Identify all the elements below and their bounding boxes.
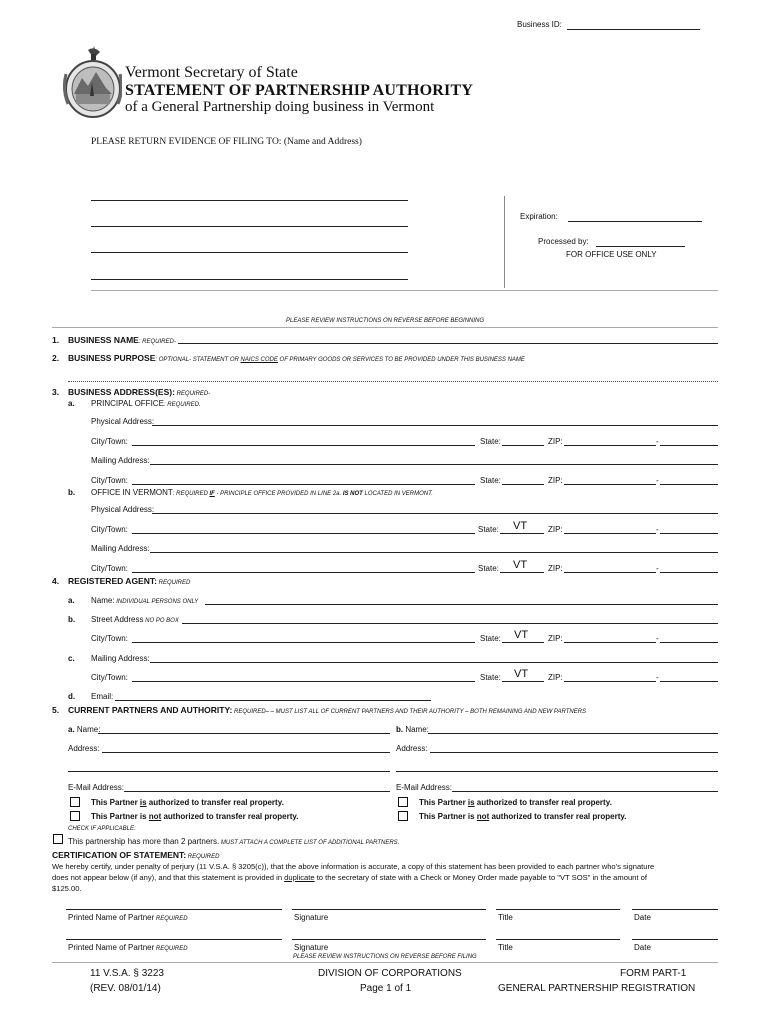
s4-num: 4.	[52, 576, 60, 586]
partner-a-not-authorized-label: This Partner is not authorized to transfer real property.	[91, 812, 299, 821]
footer-division: DIVISION OF CORPORATIONS	[318, 968, 462, 979]
partner-a-name-label: a. Name:	[68, 725, 101, 734]
return-line-1[interactable]	[91, 200, 408, 201]
s3b-mzip-label: ZIP:	[548, 564, 563, 573]
business-id-field[interactable]	[567, 29, 700, 30]
printed-name-1-label: Printed Name of Partner REQUIRED	[68, 913, 188, 922]
footer-statute: 11 V.S.A. § 3223	[90, 968, 164, 979]
signature-1-field[interactable]	[292, 909, 486, 910]
vermont-seal	[62, 44, 122, 120]
s2-num: 2.	[52, 353, 60, 363]
partner-a-address-field[interactable]	[102, 752, 390, 753]
agent-mailing-field[interactable]	[150, 662, 718, 663]
s3b-city-label: City/Town:	[91, 525, 128, 534]
s3b-state-field[interactable]	[500, 533, 544, 534]
partner-a-address-label: Address:	[68, 744, 100, 753]
partner-b-email-field[interactable]	[452, 791, 718, 792]
printed-name-1-field[interactable]	[66, 909, 282, 910]
partner-b-not-authorized-checkbox[interactable]	[398, 811, 408, 821]
s3b-zip-label: ZIP:	[548, 525, 563, 534]
s3b-state-label: State:	[478, 525, 499, 534]
return-line-4[interactable]	[91, 279, 408, 280]
s4b-zip-field[interactable]	[564, 642, 656, 643]
s4b-zip4-field[interactable]	[660, 642, 718, 643]
partner-b-name-field[interactable]	[428, 733, 718, 734]
s3a-state-label: State:	[480, 437, 501, 446]
business-id-label: Business ID:	[517, 20, 562, 29]
return-label: PLEASE RETURN EVIDENCE OF FILING TO: (Name and Address)	[91, 137, 362, 147]
s3a-mzip-field[interactable]	[564, 484, 656, 485]
s4b-city-field[interactable]	[132, 642, 475, 643]
s3b-mailing-field[interactable]	[150, 552, 718, 553]
divider-top	[52, 327, 718, 328]
s3b-mstate-field[interactable]	[500, 572, 544, 573]
more-partners-checkbox[interactable]	[53, 834, 63, 844]
s3-num: 3.	[52, 387, 60, 397]
office-use-label: FOR OFFICE USE ONLY	[566, 250, 657, 259]
title-1-label: Title	[498, 913, 513, 922]
signature-2-label: Signature	[294, 943, 329, 952]
return-line-3[interactable]	[91, 252, 408, 253]
footer-form-name: GENERAL PARTNERSHIP REGISTRATION	[498, 983, 696, 994]
partner-a-address-line2[interactable]	[68, 771, 390, 772]
printed-name-2-field[interactable]	[66, 939, 282, 940]
partner-b-email-label: E-Mail Address:	[396, 783, 453, 792]
printed-name-2-label: Printed Name of Partner REQUIRED	[68, 943, 188, 952]
s4b-state-vt: VT	[514, 629, 529, 641]
naics-link[interactable]: NAICS CODE	[240, 357, 278, 363]
s3a-mailing-field[interactable]	[150, 464, 718, 465]
return-line-2[interactable]	[91, 226, 408, 227]
s4a-letter: a.	[68, 596, 75, 605]
s3-label: BUSINESS ADDRESS(ES): REQUIRED-	[68, 387, 211, 397]
expiration-field[interactable]	[568, 221, 702, 222]
s4a-label: Name: INDIVIDUAL PERSONS ONLY	[91, 596, 199, 605]
s4c-city-label: City/Town:	[91, 673, 128, 682]
partner-a-authorized-checkbox[interactable]	[70, 797, 80, 807]
footer-page: Page 1 of 1	[360, 983, 412, 994]
s3a-mzip-label: ZIP:	[548, 476, 563, 485]
s3a-physical-field[interactable]	[152, 425, 718, 426]
business-purpose-field[interactable]	[68, 381, 718, 382]
s3b-zip4-field[interactable]	[660, 533, 718, 534]
s3b-mcity-field[interactable]	[132, 572, 475, 573]
office-box-bottom	[91, 290, 718, 291]
processed-label: Processed by:	[538, 237, 589, 246]
s4c-label: Mailing Address:	[91, 654, 150, 663]
s4-label: REGISTERED AGENT: REQUIRED	[68, 576, 191, 586]
s3a-physical-label: Physical Address:	[91, 417, 155, 426]
partner-a-not-authorized-checkbox[interactable]	[70, 811, 80, 821]
s3b-mzip4-field[interactable]	[660, 572, 718, 573]
s3a-city-field[interactable]	[132, 445, 475, 446]
s4b-state-label: State:	[480, 634, 501, 643]
business-name-field[interactable]	[178, 343, 718, 344]
partner-b-not-authorized-label: This Partner is not authorized to transfer real property.	[419, 812, 627, 821]
s4b-label: Street Address NO PO BOX	[91, 615, 179, 624]
title-2-label: Title	[498, 943, 513, 952]
s4d-label: Email:	[91, 692, 114, 701]
s5-num: 5.	[52, 705, 60, 715]
signature-2-field[interactable]	[292, 939, 486, 940]
s3b-physical-label: Physical Address:	[91, 505, 155, 514]
instructions-top: PLEASE REVIEW INSTRUCTIONS ON REVERSE BEFORE BEGINNING	[286, 318, 485, 324]
form-title: STATEMENT OF PARTNERSHIP AUTHORITY	[125, 82, 474, 99]
s3b-mailing-label: Mailing Address:	[91, 544, 150, 553]
s4c-zip4-field[interactable]	[660, 681, 718, 682]
s2-label: BUSINESS PURPOSE: OPTIONAL- STATEMENT OR NAICS CODE OF PRIMARY GOODS OR SERVICES TO BE PROVIDED UNDER THIS BUSINESS NAME	[68, 353, 525, 363]
s3b-mzip-dash: -	[656, 564, 659, 573]
partner-b-authorized-label: This Partner is authorized to transfer real property.	[419, 798, 612, 807]
agent-email-field[interactable]	[115, 700, 431, 701]
s3b-mstate-vt: VT	[513, 559, 528, 571]
partner-a-name-field[interactable]	[98, 733, 390, 734]
s3a-zip-dash: -	[656, 437, 659, 446]
s3a-mcity-field[interactable]	[132, 484, 475, 485]
agent-name-field[interactable]	[205, 604, 718, 605]
s3b-mzip-field[interactable]	[564, 572, 656, 573]
signature-1-label: Signature	[294, 913, 329, 922]
footer-rev: (REV. 08/01/14)	[90, 983, 161, 994]
partner-b-authorized-checkbox[interactable]	[398, 797, 408, 807]
s3a-state-field[interactable]	[502, 445, 544, 446]
s4c-zip-dash: -	[656, 673, 659, 682]
expiration-label: Expiration:	[520, 212, 558, 221]
s3b-label: OFFICE IN VERMONT: REQUIRED IF - PRINCIPLE OFFICE PROVIDED IN LINE 2a. IS NOT LOCATED IN VERMONT.	[91, 488, 433, 497]
cert-label: CERTIFICATION OF STATEMENT: REQUIRED	[52, 850, 220, 860]
agent-street-field[interactable]	[182, 623, 718, 624]
s4b-zip-label: ZIP:	[548, 634, 563, 643]
s3a-mstate-label: State:	[480, 476, 501, 485]
date-2-field[interactable]	[632, 939, 718, 940]
s4b-city-label: City/Town:	[91, 634, 128, 643]
s4c-state-field[interactable]	[502, 681, 544, 682]
partner-b-name-label: b. Name:	[396, 725, 429, 734]
s1-num: 1.	[52, 335, 60, 345]
s4c-city-field[interactable]	[132, 681, 475, 682]
processed-field[interactable]	[596, 246, 685, 247]
s3a-zip4-field[interactable]	[660, 445, 718, 446]
s3a-mzip4-field[interactable]	[660, 484, 718, 485]
s3b-state-vt: VT	[513, 520, 528, 532]
partner-b-address-line2[interactable]	[396, 771, 718, 772]
s4c-zip-label: ZIP:	[548, 673, 563, 682]
title-1-field[interactable]	[496, 909, 620, 910]
form-subtitle: of a General Partnership doing business in Vermont	[125, 99, 435, 115]
s4b-letter: b.	[68, 615, 76, 624]
s3b-letter: b.	[68, 488, 76, 497]
s4b-state-field[interactable]	[502, 642, 544, 643]
s3a-mcity-label: City/Town:	[91, 476, 128, 485]
s4c-state-vt: VT	[514, 668, 529, 680]
s3b-zip-dash: -	[656, 525, 659, 534]
divider-bottom	[52, 962, 718, 963]
partner-b-address-label: Address:	[396, 744, 428, 753]
s4c-state-label: State:	[480, 673, 501, 682]
title-2-field[interactable]	[496, 939, 620, 940]
s3a-city-label: City/Town:	[91, 437, 128, 446]
s3a-mzip-dash: -	[656, 476, 659, 485]
more-partners-label: This partnership has more than 2 partners. MUST ATTACH A COMPLETE LIST OF ADDITIONAL PARTNERS.	[68, 837, 400, 846]
s3a-mstate-field[interactable]	[502, 484, 544, 485]
cert-text: We hereby certify, under penalty of perjury (11 V.S.A. § 3205(c)), that the above information is accurate, a copy of this statement has been provided to each partner who's signature does not appear below (if any), and that this statement is provided in duplicate to the secretary of state with a Check or Money Order made payable to "VT SOS" in the amount of $125.00.	[52, 862, 655, 893]
partner-a-authorized-label: This Partner is authorized to transfer real property.	[91, 798, 284, 807]
instructions-bottom: PLEASE REVIEW INSTRUCTIONS ON REVERSE BEFORE FILING	[293, 954, 477, 960]
s3b-city-field[interactable]	[132, 533, 475, 534]
s3b-physical-field[interactable]	[152, 513, 718, 514]
office-box-border	[504, 196, 505, 288]
org-name: Vermont Secretary of State	[125, 64, 298, 81]
s3a-label: PRINCIPAL OFFICE: REQUIRED.	[91, 399, 201, 408]
date-2-label: Date	[634, 943, 651, 952]
s4d-letter: d.	[68, 692, 76, 701]
s3a-zip-field[interactable]	[564, 445, 656, 446]
partner-a-email-field[interactable]	[124, 791, 390, 792]
s3a-letter: a.	[68, 399, 75, 408]
check-if-label: CHECK IF APPLICABLE:	[68, 826, 136, 832]
footer-form: FORM PART-1	[620, 968, 687, 979]
s5-label: CURRENT PARTNERS AND AUTHORITY: REQUIRED– – MUST LIST ALL OF CURRENT PARTNERS AND THEIR AUTHORITY – BOTH REMAINING AND NEW PARTNERS	[68, 705, 587, 715]
s3a-mailing-label: Mailing Address:	[91, 456, 150, 465]
s3b-zip-field[interactable]	[564, 533, 656, 534]
s4b-zip-dash: -	[656, 634, 659, 643]
partner-a-email-label: E-Mail Address:	[68, 783, 125, 792]
date-1-field[interactable]	[632, 909, 718, 910]
s3b-mstate-label: State:	[478, 564, 499, 573]
s4c-zip-field[interactable]	[564, 681, 656, 682]
s1-label: BUSINESS NAME: REQUIRED-	[68, 335, 176, 345]
date-1-label: Date	[634, 913, 651, 922]
s3a-zip-label: ZIP:	[548, 437, 563, 446]
s3b-mcity-label: City/Town:	[91, 564, 128, 573]
s4c-letter: c.	[68, 654, 75, 663]
partner-b-address-field[interactable]	[430, 752, 718, 753]
